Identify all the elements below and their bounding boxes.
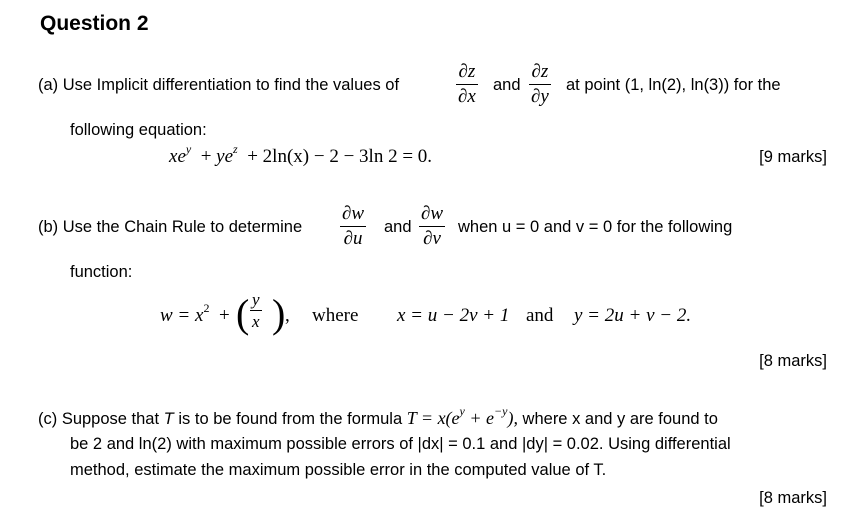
- eq-y-definition: y = 2u + v − 2.: [574, 305, 692, 326]
- part-a-marks: [9 marks]: [759, 148, 827, 166]
- question-title: Question 2: [40, 12, 149, 35]
- part-c-line2: be 2 and ln(2) with maximum possible errors of |dx| = 0.1 and |dy| = 0.02. Using differential: [70, 435, 731, 453]
- part-c-line1-end: where x and y are found to: [522, 410, 718, 428]
- part-c-line3: method, estimate the maximum possible error in the computed value of T.: [70, 461, 607, 479]
- eq-and: and: [526, 305, 554, 326]
- dz-dx-numerator: ∂z: [458, 61, 476, 82]
- part-b-line2: function:: [70, 263, 133, 281]
- eq-plus: +: [218, 305, 230, 326]
- part-c-marks: [8 marks]: [759, 489, 827, 507]
- fraction-bar: [340, 226, 366, 227]
- left-paren: (: [236, 291, 250, 336]
- part-c-intro: (c) Suppose that: [38, 410, 160, 428]
- part-a-line1-after: at point (1, ln(2), ln(3)) for the: [566, 76, 781, 94]
- part-c-T: T: [163, 410, 174, 428]
- dz-dx-denominator: ∂x: [458, 86, 476, 107]
- dw-dv-numerator: ∂w: [421, 203, 444, 224]
- fraction-bar: [529, 84, 551, 85]
- eq-plus: +: [200, 146, 212, 167]
- eq-sup-y: y: [185, 142, 192, 156]
- eq-rest: + 2ln(x) − 2 − 3ln 2 = 0.: [247, 146, 433, 167]
- formula-part3: ),: [507, 408, 518, 428]
- part-b-line1-text: (b) Use the Chain Rule to determine: [38, 218, 303, 236]
- eq-y: y: [216, 146, 225, 167]
- part-a-and: and: [493, 76, 521, 94]
- y-over-x-denominator: x: [252, 312, 260, 331]
- formula-part2: + e: [464, 408, 495, 428]
- dz-dy-fraction: [529, 61, 551, 108]
- dw-du-denominator: ∂u: [343, 228, 363, 249]
- part-b-w-lhs: [160, 301, 230, 327]
- eq-where: where: [312, 305, 359, 326]
- part-a-line2: following equation:: [70, 121, 207, 139]
- part-c-formula-lead: is to be found from the formula: [178, 410, 403, 428]
- dw-dv-denominator: ∂v: [423, 228, 441, 249]
- part-a-equation: [169, 142, 433, 168]
- eq-x-definition: x = u − 2v + 1: [397, 305, 510, 326]
- eq-square: 2: [203, 301, 210, 315]
- fraction-bar: [456, 84, 478, 85]
- eq-x: x: [169, 146, 178, 167]
- eq-w: w = x: [160, 305, 204, 326]
- formula-sup-y: y: [459, 404, 465, 418]
- dz-dx-fraction: [456, 61, 478, 108]
- right-paren: ): [272, 291, 286, 336]
- part-c-line1: [38, 404, 718, 429]
- fraction-bar: [250, 310, 262, 311]
- eq-sup-z: z: [233, 142, 238, 156]
- formula-sup-neg-y: −y: [494, 404, 508, 418]
- eq-comma: ,: [285, 305, 290, 326]
- y-over-x-numerator: y: [252, 290, 260, 309]
- dz-dy-denominator: ∂y: [531, 86, 549, 107]
- formula-part1: T = x(e: [406, 408, 460, 428]
- dz-dy-numerator: ∂z: [531, 61, 549, 82]
- part-b-marks: [8 marks]: [759, 352, 827, 370]
- dw-du-numerator: ∂w: [342, 203, 365, 224]
- y-over-x-fraction: [250, 290, 262, 331]
- part-a-line1-text: (a) Use Implicit differentiation to find the values of: [38, 76, 400, 94]
- part-b-line1-after: when u = 0 and v = 0 for the following: [458, 218, 733, 236]
- dw-du-fraction: [340, 203, 366, 250]
- eq-e1: e: [177, 146, 186, 167]
- eq-e2: e: [224, 146, 234, 167]
- part-b-and: and: [384, 218, 412, 236]
- part-c-formula: [406, 404, 518, 428]
- dw-dv-fraction: [419, 203, 445, 250]
- fraction-bar: [419, 226, 445, 227]
